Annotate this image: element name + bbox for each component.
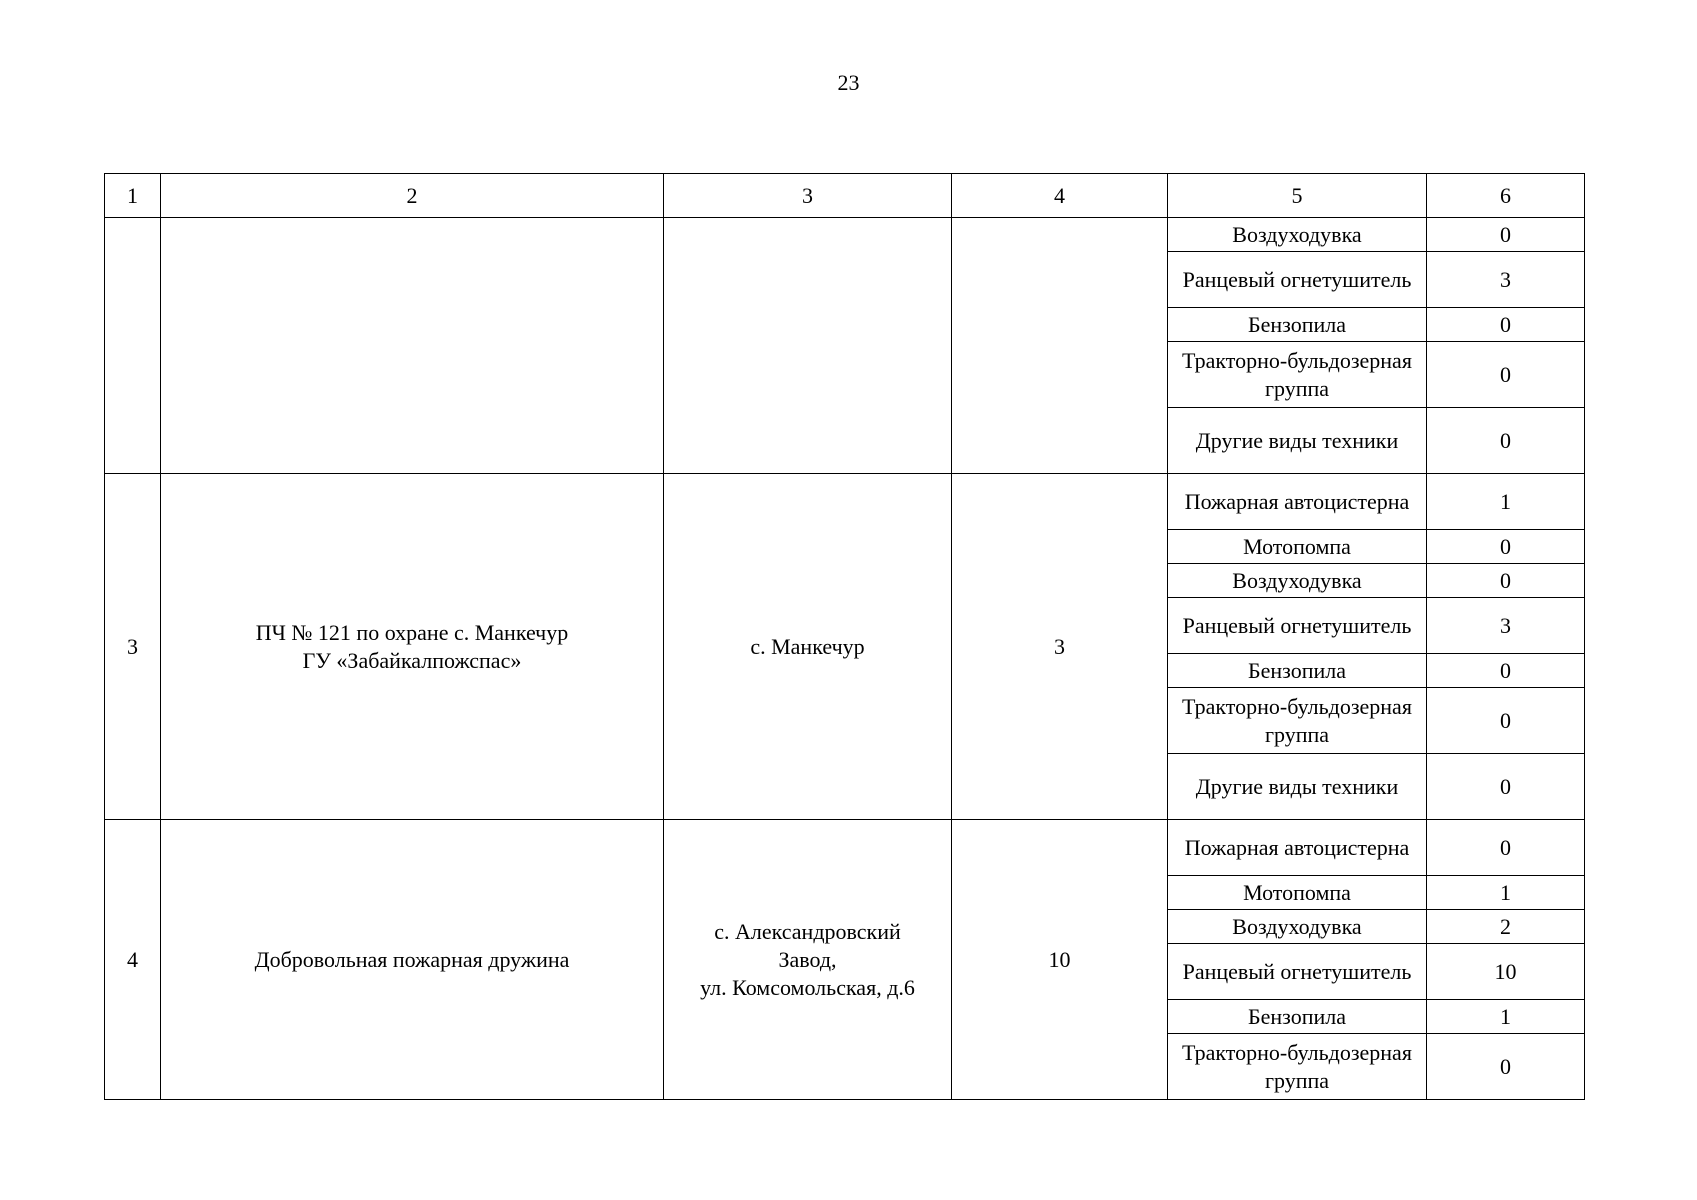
header-cell: 5 — [1168, 174, 1427, 218]
equipment-count: 0 — [1427, 754, 1585, 820]
location-cell — [664, 820, 952, 1100]
table-row — [105, 474, 1585, 530]
continuation-unit-cell — [161, 218, 664, 474]
equipment-name: Мотопомпа — [1168, 530, 1427, 564]
equipment-count: 0 — [1427, 530, 1585, 564]
equipment-name: Тракторно-бульдозерная группа — [1168, 688, 1427, 754]
equipment-name: Мотопомпа — [1168, 876, 1427, 910]
location-line: Завод, — [778, 946, 837, 972]
header-cell: 6 — [1427, 174, 1585, 218]
equipment-name: Воздуходувка — [1168, 218, 1427, 252]
location-line: с. Александровский — [714, 918, 901, 944]
continuation-staff-cell — [952, 218, 1168, 474]
equipment-count: 0 — [1427, 408, 1585, 474]
row-number: 3 — [105, 474, 161, 820]
location-line: ул. Комсомольская, д.6 — [700, 974, 915, 1000]
equipment-name: Бензопила — [1168, 654, 1427, 688]
page-number: 23 — [837, 70, 860, 95]
equipment-count: 0 — [1427, 688, 1585, 754]
equipment-count: 1 — [1427, 474, 1585, 530]
header-cell: 4 — [952, 174, 1168, 218]
table-row — [105, 820, 1585, 876]
equipment-name: Ранцевый огнетушитель — [1168, 598, 1427, 654]
location-cell: с. Манкечур — [664, 474, 952, 820]
continuation-location-cell — [664, 218, 952, 474]
equipment-count: 2 — [1427, 910, 1585, 944]
equipment-name: Ранцевый огнетушитель — [1168, 252, 1427, 308]
equipment-count: 0 — [1427, 308, 1585, 342]
equipment-count: 0 — [1427, 564, 1585, 598]
equipment-name: Пожарная автоцистерна — [1168, 820, 1427, 876]
equipment-name: Воздуходувка — [1168, 910, 1427, 944]
equipment-name: Воздуходувка — [1168, 564, 1427, 598]
equipment-count: 3 — [1427, 598, 1585, 654]
unit-name-line: ПЧ № 121 по охране с. Манкечур — [255, 619, 569, 645]
staff-cell: 3 — [952, 474, 1168, 820]
equipment-name: Ранцевый огнетушитель — [1168, 944, 1427, 1000]
table-header-row — [105, 174, 1585, 218]
row-number: 4 — [105, 820, 161, 1100]
unit-name-cell: Добровольная пожарная дружина — [161, 820, 664, 1100]
header-cell: 1 — [105, 174, 161, 218]
equipment-name: Другие виды техники — [1168, 754, 1427, 820]
equipment-name: Другие виды техники — [1168, 408, 1427, 474]
unit-name-line: ГУ «Забайкалпожспас» — [302, 647, 522, 673]
equipment-name: Тракторно-бульдозерная группа — [1168, 342, 1427, 408]
staff-cell: 10 — [952, 820, 1168, 1100]
equipment-count: 0 — [1427, 1034, 1585, 1100]
table-row — [105, 218, 1585, 252]
equipment-name: Бензопила — [1168, 1000, 1427, 1034]
equipment-count: 10 — [1427, 944, 1585, 1000]
equipment-name: Пожарная автоцистерна — [1168, 474, 1427, 530]
equipment-count: 3 — [1427, 252, 1585, 308]
header-cell: 2 — [161, 174, 664, 218]
continuation-num-cell — [105, 218, 161, 474]
equipment-count: 0 — [1427, 820, 1585, 876]
equipment-count: 1 — [1427, 1000, 1585, 1034]
equipment-name: Тракторно-бульдозерная группа — [1168, 1034, 1427, 1100]
equipment-count: 0 — [1427, 654, 1585, 688]
equipment-count: 0 — [1427, 218, 1585, 252]
equipment-count: 1 — [1427, 876, 1585, 910]
equipment-table — [104, 173, 1585, 1100]
header-cell: 3 — [664, 174, 952, 218]
equipment-count: 0 — [1427, 342, 1585, 408]
unit-name-cell — [161, 474, 664, 820]
equipment-name: Бензопила — [1168, 308, 1427, 342]
